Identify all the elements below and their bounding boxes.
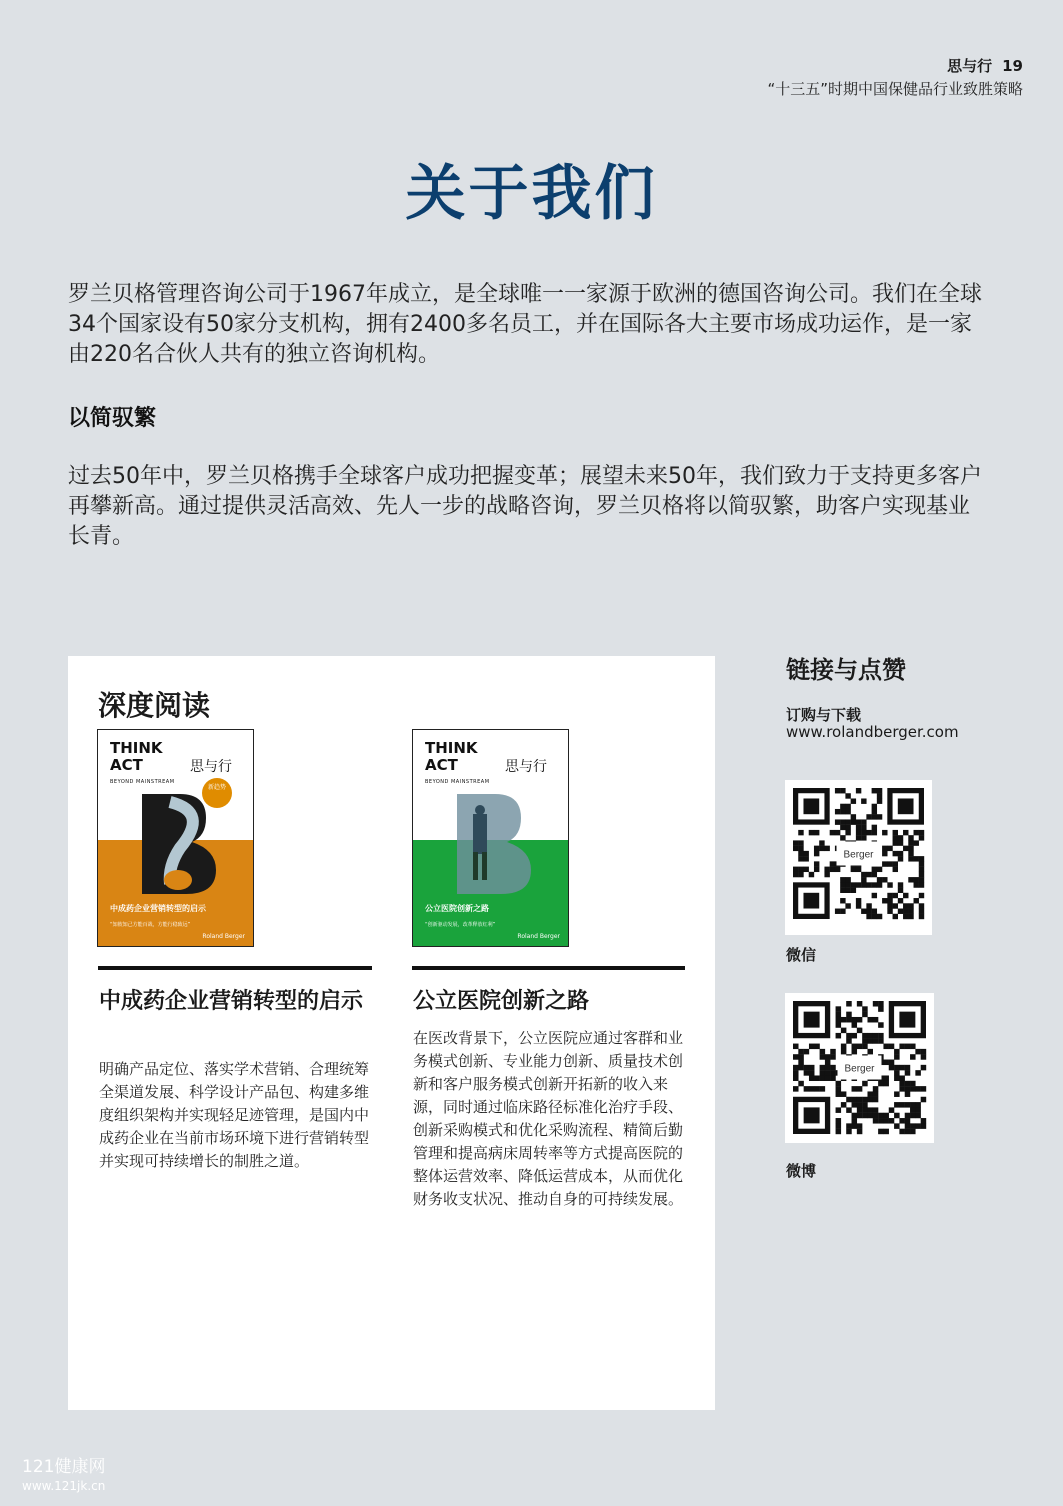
cover-logo: Roland Berger	[517, 933, 560, 940]
brand-name: 思与行	[947, 57, 993, 75]
cover-subtitle: “创新驱动发展，改革释放红利”	[425, 922, 496, 928]
article-body-1: 明确产品定位、落实学术营销、合理统筹全渠道发展、科学设计产品包、构建多维度组织架构并实现轻足迹管理，是国内中成药企业在当前市场环境下进行营销转型并实现可持续增长的制胜之道。	[99, 1060, 370, 1170]
reading-title: 深度阅读	[98, 689, 211, 722]
cover-subtitle: “知彼知己方能百战，方能行稳致远”	[110, 922, 191, 928]
divider	[412, 966, 685, 970]
weibo-qr-code	[785, 993, 934, 1143]
wechat-label: 微信	[786, 946, 817, 964]
website-link[interactable]: www.rolandberger.com	[786, 723, 959, 741]
cover-brand: THINK ACT BEYOND MAINSTREAM	[110, 739, 175, 785]
report-cover-2[interactable]	[412, 729, 569, 947]
links-title: 链接与点赞	[786, 656, 906, 684]
watermark-url: www.121jk.cn	[22, 1479, 106, 1493]
cover-title: 中成药企业营销转型的启示	[110, 904, 206, 913]
wechat-qr-code	[785, 780, 932, 935]
svg-text:Berger: Berger	[843, 849, 874, 861]
cover-brand: THINK ACT BEYOND MAINSTREAM	[425, 739, 490, 785]
page-number: 19	[1002, 57, 1023, 75]
page-title: 关于我们	[405, 159, 658, 229]
article-body-2: 在医改背景下，公立医院应通过客群和业务模式创新、专业能力创新、质量技术创新和客户服务模式创新开拓新的收入来源，同时通过临床路径标准化治疗手段、创新采购模式和优化采购流程、精简后勤管理和提高病床周转率等方式提高医院的整体运营效率、降低运营成本，从而优化财务收支状况、推动自身的可持续发展。	[413, 1029, 684, 1208]
cover-title: 公立医院创新之路	[425, 904, 489, 913]
body-paragraph: 过去50年中，罗兰贝格携手全球客户成功把握变革；展望未来50年，我们致力于支持更多客户再攀新高。通过提供灵活高效、先人一步的战略咨询，罗兰贝格将以简驭繁，助客户实现基业长青。	[68, 464, 982, 549]
cover-b-graphic	[140, 792, 220, 896]
svg-text:Berger: Berger	[844, 1063, 875, 1075]
article-title-2[interactable]: 公立医院创新之路	[413, 989, 590, 1014]
article-title-1[interactable]: 中成药企业营销转型的启示	[99, 989, 364, 1014]
report-cover-1[interactable]	[97, 729, 254, 947]
report-subtitle: “十三五”时期中国保健品行业致胜策略	[767, 80, 1023, 98]
cover-b-graphic	[455, 792, 535, 896]
watermark-name: 121健康网	[22, 1457, 106, 1477]
cover-logo: Roland Berger	[202, 933, 245, 940]
watermark	[22, 1452, 105, 1493]
page-header	[767, 56, 1023, 100]
order-label: 订购与下载	[786, 706, 862, 724]
divider	[98, 966, 372, 970]
reading-panel	[68, 656, 715, 1410]
section-subheading: 以简驭繁	[68, 406, 157, 431]
intro-paragraph: 罗兰贝格管理咨询公司于1967年成立，是全球唯一一家源于欧洲的德国咨询公司。我们在全球34个国家设有50家分支机构，拥有2400多名员工，并在国际各大主要市场成功运作，是一家由220名合伙人共有的独立咨询机构。	[68, 282, 982, 367]
cover-sx: 思与行	[505, 759, 547, 775]
cover-sx: 思与行	[190, 759, 232, 775]
cover-badge: 新趋势	[202, 778, 232, 808]
weibo-label: 微博	[786, 1162, 817, 1180]
